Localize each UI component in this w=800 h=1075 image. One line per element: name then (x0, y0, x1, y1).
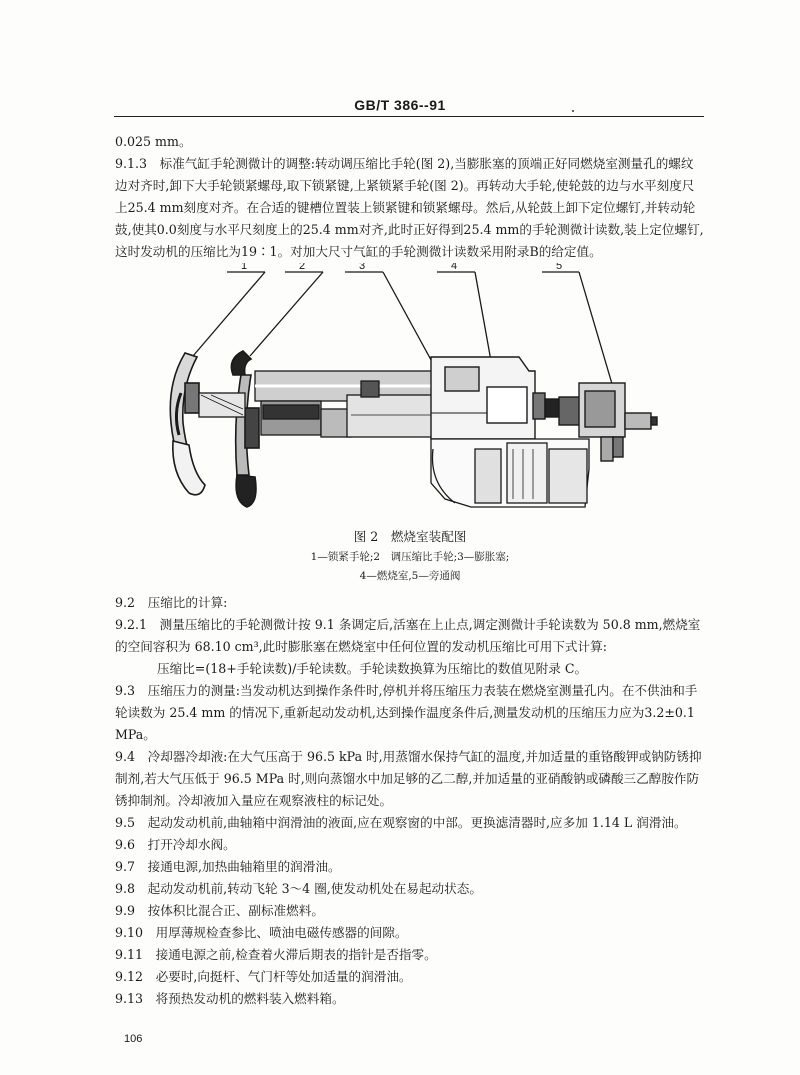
section-9-11: 9.11 接通电源之前,检查着火滞后期表的指针是否指零。 (115, 947, 437, 962)
assembly-drawing (115, 263, 705, 525)
section-9-8: 9.8 起动发动机前,转动飞轮 3～4 圈,使发动机处在易起动状态。 (115, 881, 482, 896)
callout-2-leader (250, 272, 323, 356)
scan-dot (572, 110, 574, 112)
page-body (115, 131, 705, 1010)
section-9-10: 9.10 用厚薄规检查参比、喷油电磁传感器的间隙。 (115, 925, 408, 940)
section-9-3: 9.3 压缩压力的测量:当发动机达到操作条件时,停机并将压缩压力表装在燃烧室测量孔内。在不供油和手轮读数为 25.4 mm 的情况下,重新起动发动机,达到操作温度条件后,测量发动机的压缩压力应为3.2±0.1 MPa。 (115, 683, 698, 742)
figure-caption: 图 2 燃烧室装配图 (353, 529, 467, 544)
callout-1-label: 1 (241, 263, 248, 272)
callout-5-label: 5 (556, 263, 563, 272)
section-9-6: 9.6 打开冷却水阀。 (115, 837, 236, 852)
page-number: 106 (124, 1033, 143, 1045)
figure-combustion-chamber-assembly (115, 263, 705, 525)
section-9-13: 9.13 将预热发动机的燃料装入燃料箱。 (115, 991, 345, 1006)
callout-4-leader (475, 272, 491, 361)
section-9-9: 9.9 按体积比混合正、副标准燃料。 (115, 903, 324, 918)
combustion-chamber (431, 357, 559, 439)
compression-ratio-formula: 压缩比=(18+手轮读数)/手轮读数。手轮读数换算为压缩比的数值见附录 C。 (157, 661, 588, 676)
callout-3-label: 3 (359, 263, 366, 272)
callout-1-leader (193, 272, 265, 356)
lock-handwheel (170, 353, 205, 495)
section-9-2-1: 9.2.1 测量压缩比的手轮测微计按 9.1 条调定后,活塞在上止点,调定测微计手轮读数为 50.8 mm,燃烧室的空间容积为 68.10 cm³,此时膨胀塞在燃烧室中任何位置的发动机压缩比可用下式计算: (115, 617, 701, 654)
callout-4-label: 4 (451, 263, 458, 272)
paragraph-9-1-3: 9.1.3 标准气缸手轮测微计的调整:转动调压缩比手轮(图 2),当膨胀塞的顶端正好同燃烧室测量孔的螺纹边对齐时,卸下大手轮锁紧螺母,取下锁紧键,上紧锁紧手轮(图 2)。再转动大手轮,使轮鼓的边与水平刻度尺上25.4 mm刻度对齐。在合适的键槽位置装上锁紧键和锁紧螺母。然后,从轮鼓上卸下定位螺钉,并转动轮鼓,使其0.0刻度与水平尺刻度上的25.4 mm对齐,此时正好得到25.4 mm的手轮测微计读数,装上定位螺钉,这时发动机的压缩比为19∶1。对加大尺寸气缸的手轮测微计读数采用附录B的给定值。 (115, 156, 704, 259)
section-9-12: 9.12 必要时,向挺杆、气门杆等处加适量的润滑油。 (115, 969, 412, 984)
callout-2-label: 2 (299, 263, 306, 272)
paragraph-continuation: 0.025 mm。 (115, 134, 192, 149)
figure-legend-line-1: 1—锁紧手轮;2 调压缩比手轮;3—膨胀塞; (310, 551, 510, 563)
section-9-7: 9.7 接通电源,加热曲轴箱里的润滑油。 (115, 859, 341, 874)
engine-housing (431, 439, 589, 507)
section-9-4: 9.4 冷却器冷却液:在大气压高于 96.5 kPa 时,用蒸馏水保持气缸的温度,并加适量的重铬酸钾或钠防锈抑制剂,若大气压低于 96.5 MPa 时,则向蒸馏水中加足够的乙二醇,并加适量的亚硝酸钠或磷酸三乙醇胺作防锈抑制剂。冷却液加入量应在观察液柱的标记处。 (115, 749, 702, 808)
header-rule (114, 116, 704, 117)
standard-code-header: GB/T 386--91 (354, 97, 446, 113)
section-9-2: 9.2 压缩比的计算: (115, 595, 228, 610)
section-9-5: 9.5 起动发动机前,曲轴箱中润滑油的液面,应在观察窗的中部。更换滤清器时,应多加 1.14 L 润滑油。 (115, 815, 687, 830)
figure-legend-line-2: 4—燃烧室,5—旁通阀 (359, 570, 461, 582)
